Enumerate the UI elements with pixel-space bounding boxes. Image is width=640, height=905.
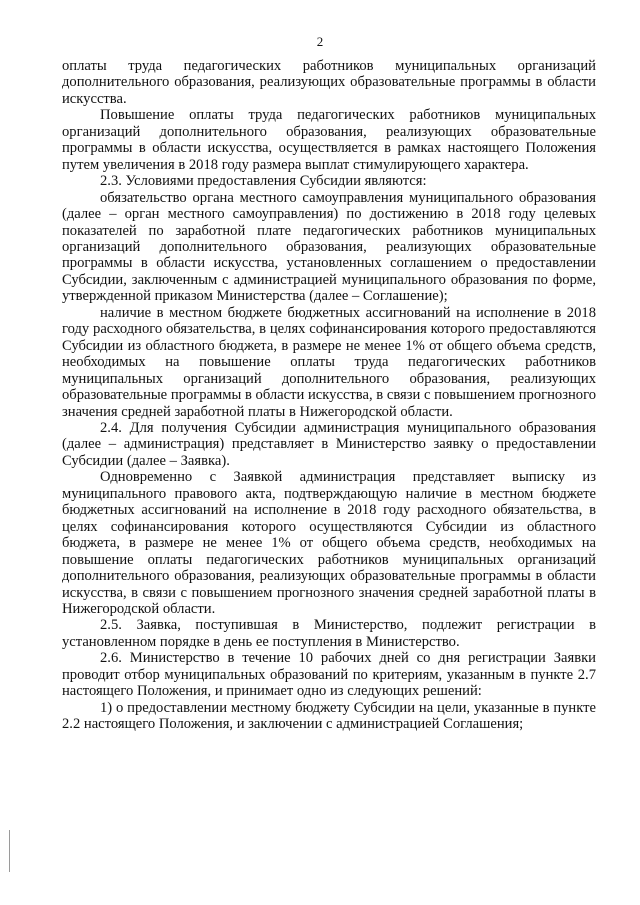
- paragraph-extract: Одновременно с Заявкой администрация представляет выписку из муниципального правового акта, подтверждающую наличие в местном бюджете бюджетных ассигнований на исполнение в 2018 году расходного обязательства, в целях софинансирования которого осуществляются Субсидии из областного бюджета, в размере не менее 1% от общего объема средств, необходимых на повышение оплаты педагогических работников муниципальных организаций дополнительного образования, реализующих образовательные программы в области искусства, в связи с повышением прогнозного значения средней заработной платы в Нижегородской области.: [62, 469, 596, 617]
- paragraph-2-5: 2.5. Заявка, поступившая в Министерство, подлежит регистрации в установленном порядке в день ее поступления в Министерство.: [62, 617, 596, 650]
- page-number: 2: [316, 34, 324, 49]
- paragraph-2-4: 2.4. Для получения Субсидии администрация муниципального образования (далее – администрация) представляет в Министерство заявку о предоставлении Субсидии (далее – Заявка).: [62, 419, 596, 469]
- paragraph-2-3-heading: 2.3. Условиями предоставления Субсидии являются:: [100, 173, 427, 190]
- paragraph-condition-budget: наличие в местном бюджете бюджетных ассигнований на исполнение в 2018 году расходного обязательства, в целях софинансирования которого предоставляются Субсидии из областного бюджета, в размере не менее 1% от общего объема средств, необходимых на повышение оплаты труда педагогических работников муниципальных организаций дополнительного образования, реализующих образовательные программы в области искусства, в связи с повышением прогнозного значения средней заработной платы в Нижегородской области.: [62, 304, 596, 420]
- paragraph-continuation: оплаты труда педагогических работников муниципальных организаций дополнительного образования, реализующих образовательные программы в области искусства.: [62, 58, 596, 107]
- document-body: [62, 58, 596, 733]
- paragraph-salary-increase: Повышение оплаты труда педагогических работников муниципальных организаций дополнительного образования, реализующих образовательные программы в области искусства, осуществляется в рамках настоящего Положения путем увеличения в 2018 году размера выплат стимулирующего характера.: [62, 107, 596, 173]
- scan-edge-mark: [9, 830, 10, 872]
- paragraph-2-6: 2.6. Министерство в течение 10 рабочих дней со дня регистрации Заявки проводит отбор муниципальных образований по критериям, указанным в пункте 2.7 настоящего Положения, и принимает одно из следующих решений:: [62, 650, 596, 700]
- paragraph-condition-obligation: обязательство органа местного самоуправления муниципального образования (далее – орган местного самоуправления) по достижению в 2018 году целевых показателей по заработной плате педагогических работников муниципальных организаций дополнительного образования, реализующих образовательные программы в области искусства, установленных соглашением о предоставлении Субсидии, заключенным с администрацией муниципального образования по форме, утвержденной приказом Министерства (далее – Соглашение);: [62, 189, 596, 305]
- paragraph-decision-1: 1) о предоставлении местному бюджету Субсидии на цели, указанные в пункте 2.2 настоящего Положения, и заключении с администрацией Соглашения;: [62, 699, 596, 733]
